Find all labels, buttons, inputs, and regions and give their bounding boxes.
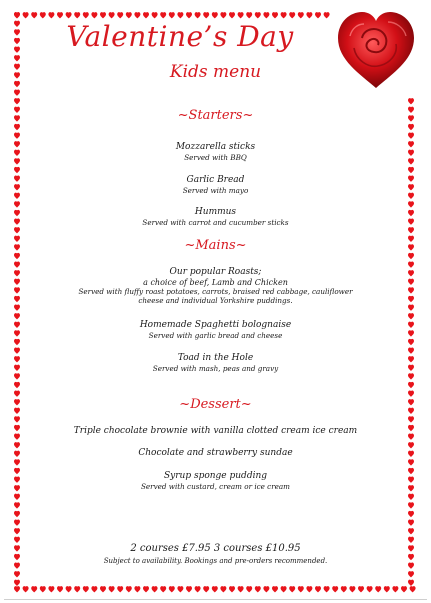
border-heart: [14, 287, 20, 293]
border-heart: [14, 253, 20, 259]
border-heart: [408, 373, 414, 379]
border-heart: [203, 12, 209, 18]
border-heart: [281, 586, 287, 592]
item-desc: Served with fluffy roast potatoes, carrots, braised red cabbage, cauliflower: [78, 287, 353, 296]
border-heart: [306, 12, 312, 18]
border-heart: [14, 158, 20, 164]
border-heart: [14, 210, 20, 216]
border-heart: [401, 586, 407, 592]
border-heart: [57, 12, 63, 18]
section-mains: ~Mains~: [184, 238, 247, 253]
course-prices: 2 courses £7.95 3 courses £10.95: [130, 543, 301, 554]
item-desc: Served with mash, peas and gravy: [152, 364, 279, 373]
border-heart: [14, 390, 20, 396]
border-heart: [272, 586, 278, 592]
border-heart: [14, 451, 20, 457]
border-heart: [143, 12, 149, 18]
border-heart: [408, 382, 414, 388]
border-heart: [100, 12, 106, 18]
border-heart: [14, 442, 20, 448]
border-heart: [408, 365, 414, 371]
border-heart: [66, 12, 72, 18]
border-heart: [358, 586, 364, 592]
border-heart: [14, 98, 20, 104]
availability-note: Subject to availability. Bookings and pre-orders recommended.: [103, 557, 328, 565]
border-heart: [14, 322, 20, 328]
border-heart: [408, 150, 414, 156]
border-heart: [306, 586, 312, 592]
border-heart: [408, 494, 414, 500]
border-heart: [324, 12, 330, 18]
border-heart: [48, 586, 54, 592]
border-heart: [186, 586, 192, 592]
menu-title: Valentine’s Day: [66, 20, 294, 53]
border-heart: [238, 12, 244, 18]
border-heart: [31, 586, 37, 592]
border-heart: [14, 519, 20, 525]
menu-subtitle: Kids menu: [169, 62, 262, 82]
border-heart: [14, 580, 20, 586]
border-heart: [14, 193, 20, 199]
border-heart: [408, 270, 414, 276]
border-heart: [14, 175, 20, 181]
border-heart: [408, 210, 414, 216]
item-name: Toad in the Hole: [177, 353, 254, 363]
border-heart: [14, 304, 20, 310]
border-heart: [14, 296, 20, 302]
border-heart: [126, 12, 132, 18]
border-heart: [410, 586, 416, 592]
border-heart: [220, 12, 226, 18]
item-name: Triple chocolate brownie with vanilla clotted cream ice cream: [73, 426, 358, 436]
border-heart: [324, 586, 330, 592]
border-heart: [408, 218, 414, 224]
border-heart: [40, 586, 46, 592]
border-heart: [384, 586, 390, 592]
border-heart: [281, 12, 287, 18]
border-heart: [14, 227, 20, 233]
border-heart: [14, 468, 20, 474]
border-heart: [203, 586, 209, 592]
page-shadow-divider: [4, 599, 427, 600]
border-heart: [408, 330, 414, 336]
border-heart: [14, 416, 20, 422]
border-heart: [152, 12, 158, 18]
dessert-item: [60, 471, 371, 491]
border-heart: [160, 586, 166, 592]
border-heart: [117, 12, 123, 18]
border-heart: [134, 12, 140, 18]
border-heart: [195, 12, 201, 18]
border-heart: [408, 476, 414, 482]
border-heart: [263, 586, 269, 592]
border-heart: [14, 167, 20, 173]
border-heart: [408, 485, 414, 491]
border-heart: [315, 12, 321, 18]
border-heart: [408, 425, 414, 431]
border-heart: [298, 586, 304, 592]
border-heart: [408, 528, 414, 534]
border-heart: [14, 373, 20, 379]
border-heart: [177, 12, 183, 18]
border-heart: [332, 586, 338, 592]
border-heart: [14, 150, 20, 156]
border-heart: [169, 586, 175, 592]
border-heart: [48, 12, 54, 18]
border-heart: [14, 218, 20, 224]
border-heart: [408, 433, 414, 439]
border-heart: [23, 586, 29, 592]
border-heart: [408, 571, 414, 577]
border-heart: [408, 279, 414, 285]
border-heart: [212, 12, 218, 18]
item-name: Homemade Spaghetti bolognaise: [139, 320, 292, 330]
border-heart: [408, 339, 414, 345]
border-heart: [14, 356, 20, 362]
border-heart: [109, 12, 115, 18]
border-heart: [14, 38, 20, 44]
border-heart: [14, 261, 20, 267]
dessert-item: [60, 426, 371, 437]
border-heart: [408, 416, 414, 422]
border-heart: [31, 12, 37, 18]
border-heart: [83, 586, 89, 592]
border-heart: [117, 586, 123, 592]
border-heart: [408, 253, 414, 259]
border-heart: [408, 141, 414, 147]
border-heart: [375, 586, 381, 592]
border-heart: [14, 459, 20, 465]
border-heart: [408, 442, 414, 448]
border-heart: [14, 184, 20, 190]
border-heart: [408, 313, 414, 319]
border-heart: [220, 586, 226, 592]
border-heart: [408, 175, 414, 181]
border-heart: [14, 279, 20, 285]
item-desc: Served with garlic bread and cheese: [148, 331, 283, 340]
border-heart: [315, 586, 321, 592]
border-heart: [212, 586, 218, 592]
border-heart: [289, 12, 295, 18]
border-heart: [14, 339, 20, 345]
border-heart: [408, 184, 414, 190]
border-heart: [152, 586, 158, 592]
border-heart: [14, 55, 20, 61]
border-heart: [14, 12, 20, 18]
border-heart: [14, 485, 20, 491]
border-heart: [392, 586, 398, 592]
border-heart: [408, 287, 414, 293]
starter-item: [60, 175, 371, 195]
item-desc: Served with BBQ: [184, 153, 247, 162]
border-heart: [177, 586, 183, 592]
item-name: Syrup sponge pudding: [163, 471, 268, 481]
border-heart: [134, 586, 140, 592]
border-heart: [14, 586, 20, 592]
border-heart: [14, 29, 20, 35]
border-heart: [14, 365, 20, 371]
border-heart: [66, 586, 72, 592]
border-heart: [40, 12, 46, 18]
border-heart: [14, 21, 20, 27]
border-heart: [408, 347, 414, 353]
section-dessert: ~Dessert~: [179, 397, 252, 412]
border-heart: [14, 571, 20, 577]
border-heart: [23, 12, 29, 18]
border-heart: [160, 12, 166, 18]
border-heart: [408, 132, 414, 138]
border-heart: [186, 12, 192, 18]
border-heart: [349, 586, 355, 592]
border-heart: [408, 356, 414, 362]
border-heart: [74, 586, 80, 592]
item-name: Our popular Roasts;: [169, 267, 262, 277]
border-heart: [408, 304, 414, 310]
item-desc: Served with mayo: [182, 186, 249, 195]
border-heart: [195, 586, 201, 592]
border-heart: [255, 12, 261, 18]
border-heart: [408, 296, 414, 302]
border-heart: [255, 586, 261, 592]
border-heart: [408, 124, 414, 130]
border-heart: [238, 586, 244, 592]
border-heart: [14, 313, 20, 319]
border-heart: [408, 390, 414, 396]
border-heart: [408, 322, 414, 328]
border-heart: [14, 201, 20, 207]
item-subname: a choice of beef, Lamb and Chicken: [143, 278, 288, 287]
border-heart: [229, 586, 235, 592]
border-heart: [74, 12, 80, 18]
border-heart: [14, 425, 20, 431]
border-heart: [14, 132, 20, 138]
section-starters: ~Starters~: [177, 108, 254, 123]
border-heart: [100, 586, 106, 592]
border-heart: [408, 459, 414, 465]
border-heart: [91, 12, 97, 18]
border-heart: [298, 12, 304, 18]
border-heart: [14, 382, 20, 388]
border-heart: [91, 586, 97, 592]
border-heart: [14, 528, 20, 534]
border-heart: [14, 511, 20, 517]
border-heart: [14, 124, 20, 130]
border-heart: [14, 433, 20, 439]
border-heart: [14, 347, 20, 353]
border-heart: [14, 502, 20, 508]
item-name: Garlic Bread: [186, 175, 245, 185]
border-heart: [408, 451, 414, 457]
border-heart: [408, 502, 414, 508]
border-heart: [83, 12, 89, 18]
item-name: Mozzarella sticks: [175, 142, 256, 152]
item-desc: Served with custard, cream or ice cream: [140, 482, 290, 491]
border-heart: [408, 98, 414, 104]
border-heart: [289, 586, 295, 592]
border-heart: [229, 12, 235, 18]
border-heart: [408, 201, 414, 207]
border-heart: [246, 12, 252, 18]
border-heart: [263, 12, 269, 18]
border-heart: [408, 468, 414, 474]
starter-item: [60, 207, 371, 227]
border-heart: [14, 476, 20, 482]
border-heart: [14, 141, 20, 147]
border-heart: [246, 586, 252, 592]
border-heart: [126, 586, 132, 592]
item-desc-cont: cheese and individual Yorkshire puddings.: [138, 296, 293, 305]
dessert-item: [60, 448, 371, 459]
border-heart: [367, 586, 373, 592]
border-heart: [408, 511, 414, 517]
starter-item: [60, 142, 371, 162]
border-heart: [14, 270, 20, 276]
border-heart: [14, 330, 20, 336]
border-heart: [408, 227, 414, 233]
border-heart: [14, 12, 20, 18]
main-item: [60, 320, 371, 340]
item-name: Hummus: [194, 207, 237, 217]
border-heart: [408, 519, 414, 525]
border-heart: [169, 12, 175, 18]
border-heart: [272, 12, 278, 18]
border-heart: [143, 586, 149, 592]
border-heart: [109, 586, 115, 592]
main-item: [60, 353, 371, 373]
border-heart: [408, 167, 414, 173]
border-heart: [57, 586, 63, 592]
border-heart: [408, 580, 414, 586]
border-heart: [14, 46, 20, 52]
border-heart: [408, 261, 414, 267]
item-desc: Served with carrot and cucumber sticks: [142, 218, 289, 227]
border-heart: [14, 89, 20, 95]
item-name: Chocolate and strawberry sundae: [138, 448, 293, 458]
border-heart: [408, 158, 414, 164]
main-item: [60, 267, 371, 305]
border-heart: [341, 586, 347, 592]
border-heart: [14, 494, 20, 500]
border-heart: [408, 193, 414, 199]
